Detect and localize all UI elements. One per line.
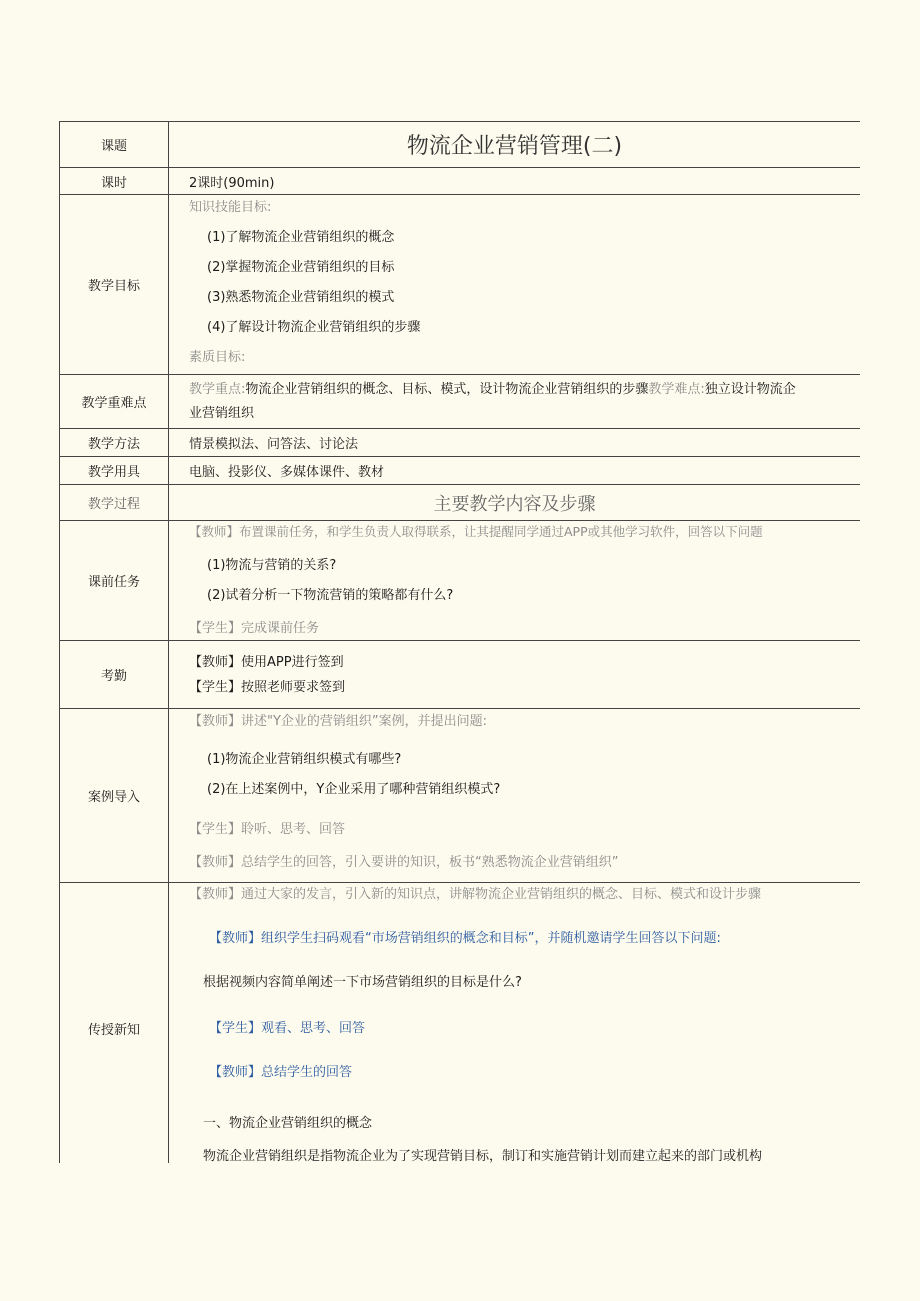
attendance-student: 【学生】按照老师要求签到: [189, 680, 346, 695]
pre-task-label: 课前任务: [60, 521, 169, 641]
key-points-label: 教学重难点: [60, 375, 169, 429]
pre-task-question: (1)物流与营销的关系?: [207, 558, 337, 573]
row-pre-task: [60, 521, 861, 641]
difficult-text-cont: 业营销组织: [189, 405, 255, 421]
case-label: 案例导入: [60, 709, 169, 883]
nk-section-heading: 一、物流企业营销组织的概念: [203, 1116, 373, 1131]
row-attendance: [60, 641, 861, 709]
process-label: 教学过程: [60, 485, 169, 521]
objectives-label: 教学目标: [60, 195, 169, 375]
row-process-header: [60, 485, 861, 521]
methods-label: 教学方法: [60, 429, 169, 457]
difficult-heading: 教学难点:: [648, 381, 705, 397]
case-summary: 【教师】总结学生的回答，引入要讲的知识，板书“熟悉物流企业营销组织”: [189, 855, 619, 870]
nk-summary: 【教师】总结学生的回答: [209, 1065, 353, 1080]
new-knowledge-label: 传授新知: [60, 883, 169, 1164]
case-teacher: 【教师】讲述"Y企业的营销组织”案例，并提出问题:: [189, 714, 488, 729]
row-topic: [60, 122, 861, 168]
row-tools: [60, 457, 861, 485]
nk-intro: 【教师】通过大家的发言，引入新的知识点，讲解物流企业营销组织的概念、目标、模式和设计步骤: [189, 887, 762, 902]
row-methods: [60, 429, 861, 457]
case-question: (1)物流企业营销组织模式有哪些?: [207, 752, 402, 767]
hours-value: 2课时(90min): [169, 168, 861, 195]
row-key-points: [60, 375, 861, 429]
process-title: 主要教学内容及步骤: [169, 485, 861, 521]
objective-item: (1)了解物流企业营销组织的概念: [207, 230, 395, 245]
nk-student: 【学生】观看、思考、回答: [209, 1021, 366, 1036]
row-hours: [60, 168, 861, 195]
tools-label: 教学用具: [60, 457, 169, 485]
objective-item: (3)熟悉物流企业营销组织的模式: [207, 290, 395, 305]
methods-value: 情景模拟法、问答法、讨论法: [169, 429, 861, 457]
lesson-plan-sheet: [59, 121, 860, 1163]
knowledge-heading: 知识技能目标:: [189, 200, 272, 215]
nk-video: 【教师】组织学生扫码观看“市场营销组织的概念和目标”，并随机邀请学生回答以下问题:: [209, 931, 721, 946]
attendance-label: 考勤: [60, 641, 169, 709]
nk-paragraph: 物流企业营销组织是指物流企业为了实现营销目标，制订和实施营销计划而建立起来的部门或机构: [203, 1149, 763, 1163]
row-objectives: [60, 195, 861, 375]
attendance-teacher: 【教师】使用APP进行签到: [189, 655, 344, 670]
page-title: 物流企业营销管理(二): [406, 134, 623, 159]
nk-question: 根据视频内容简单阐述一下市场营销组织的目标是什么?: [203, 975, 522, 990]
pre-task-question: (2)试着分析一下物流营销的策略都有什么?: [207, 588, 454, 603]
case-question: (2)在上述案例中，Y企业采用了哪种营销组织模式?: [207, 782, 501, 797]
case-student: 【学生】聆听、思考、回答: [189, 822, 346, 837]
lesson-plan-table: [59, 121, 860, 1163]
objective-item: (4)了解设计物流企业营销组织的步骤: [207, 320, 421, 335]
hours-label: 课时: [60, 168, 169, 195]
pre-task-teacher: 【教师】布置课前任务，和学生负责人取得联系，让其提醒同学通过APP或其他学习软件，回答以下问题: [189, 524, 763, 539]
row-case: [60, 709, 861, 883]
pre-task-student: 【学生】完成课前任务: [189, 621, 320, 636]
difficult-text: 独立设计物流企: [704, 381, 796, 397]
objective-item: (2)掌握物流企业营销组织的目标: [207, 260, 395, 275]
quality-heading: 素质目标:: [189, 350, 246, 365]
key-text: 物流企业营销组织的概念、目标、模式，设计物流企业营销组织的步骤: [245, 381, 649, 397]
row-new-knowledge: [60, 883, 861, 1164]
topic-label: 课题: [60, 122, 169, 168]
key-heading: 教学重点:: [189, 381, 246, 397]
tools-value: 电脑、投影仪、多媒体课件、教材: [169, 457, 861, 485]
